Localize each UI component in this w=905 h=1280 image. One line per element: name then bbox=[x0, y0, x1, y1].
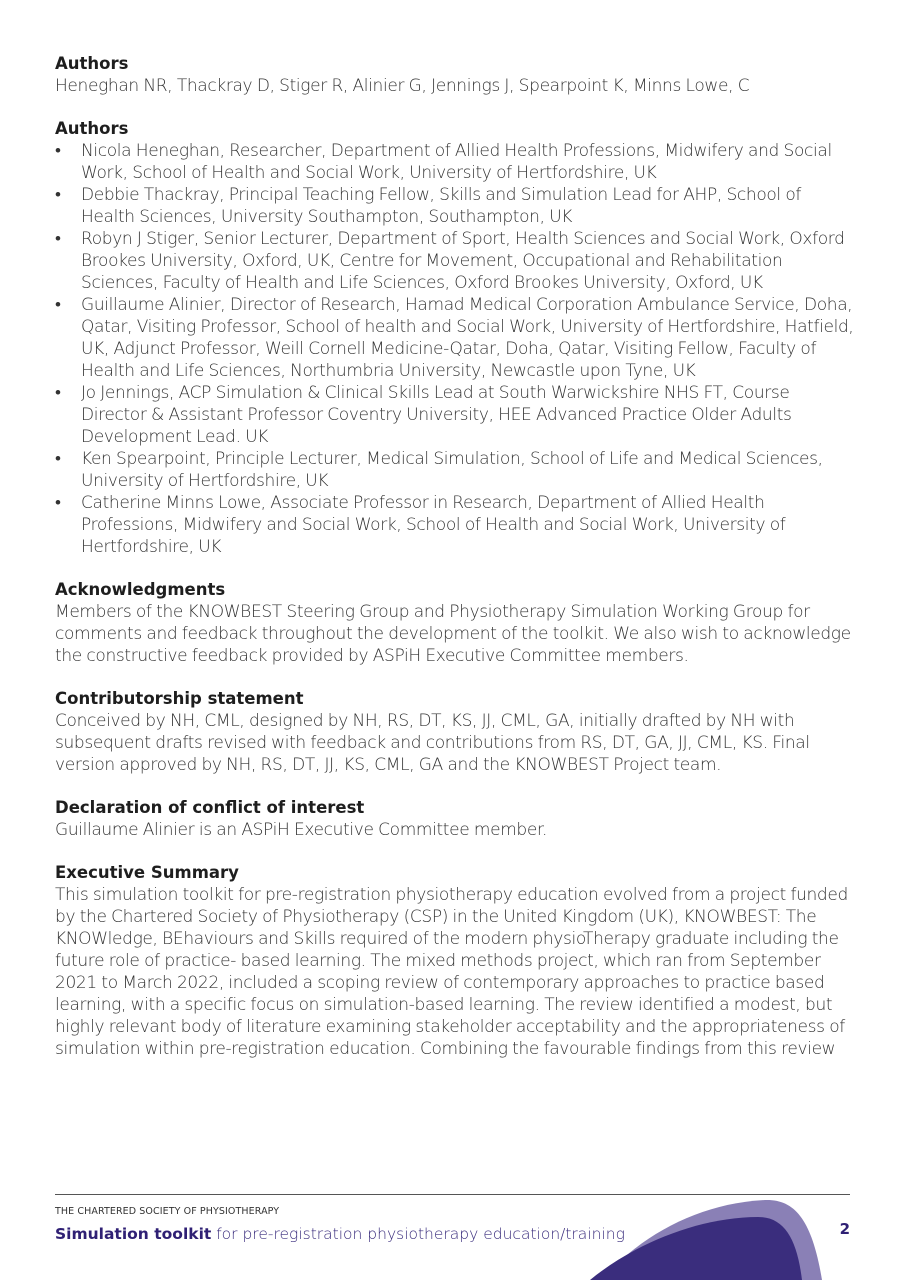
page-footer bbox=[55, 1194, 850, 1244]
executive-summary-heading: Executive Summary bbox=[55, 863, 239, 882]
authors-short-section bbox=[55, 53, 855, 97]
list-item: • Robyn J Stiger, Senior Lecturer, Department of Sport, Health Sciences and Social Work, Oxford Brookes University, Oxford, UK, Centre for Movement, Occupational and Rehabilitation Sciences, Faculty of Health and Life Sciences, Oxford Brookes University, Oxford, UK bbox=[55, 228, 855, 294]
contributorship-body: Conceived by NH, CML, designed by NH, RS, DT, KS, JJ, CML, GA, initially drafted by NH with subsequent drafts revised with feedback and contributions from RS, DT, GA, JJ, CML, KS. Final version approved by NH, RS, DT, JJ, KS, CML, GA and the KNOWBEST Project team. bbox=[55, 711, 810, 775]
organization-name: THE CHARTERED SOCIETY OF PHYSIOTHERAPY bbox=[55, 1206, 280, 1217]
authors-full-heading: Authors bbox=[55, 119, 129, 138]
conflict-section bbox=[55, 797, 855, 841]
list-item: • Debbie Thackray, Principal Teaching Fellow, Skills and Simulation Lead for AHP, School of Health Sciences, University Southampton, Southampton, UK bbox=[55, 184, 855, 228]
acknowledgments-section bbox=[55, 579, 855, 667]
authors-full-section bbox=[55, 118, 855, 558]
authors-list bbox=[55, 140, 855, 558]
list-item: • Jo Jennings, ACP Simulation & Clinical Skills Lead at South Warwickshire NHS FT, Course Director & Assistant Professor Coventry University, HEE Advanced Practice Older Adults Development Lead. UK bbox=[55, 382, 855, 448]
conflict-heading: Declaration of conflict of interest bbox=[55, 798, 365, 817]
acknowledgments-body: Members of the KNOWBEST Steering Group and Physiotherapy Simulation Working Group for comments and feedback throughout the development of the toolkit. We also wish to acknowledge the constructive feedback provided by ASPiH Executive Committee members. bbox=[55, 602, 851, 666]
document-title-strong: Simulation toolkit bbox=[55, 1225, 212, 1243]
page-content bbox=[55, 53, 855, 1081]
document-title bbox=[55, 1224, 850, 1244]
acknowledgments-heading: Acknowledgments bbox=[55, 580, 226, 599]
authors-short-names: Heneghan NR, Thackray D, Stiger R, Alinier G, Jennings J, Spearpoint K, Minns Lowe, C bbox=[55, 76, 750, 96]
authors-short-heading: Authors bbox=[55, 54, 129, 73]
contributorship-section bbox=[55, 688, 855, 776]
footer-divider bbox=[55, 1194, 850, 1195]
list-item: • Ken Spearpoint, Principle Lecturer, Medical Simulation, School of Life and Medical Sciences, University of Hertfordshire, UK bbox=[55, 448, 855, 492]
conflict-body: Guillaume Alinier is an ASPiH Executive Committee member. bbox=[55, 820, 548, 840]
list-item: • Nicola Heneghan, Researcher, Department of Allied Health Professions, Midwifery and Social Work, School of Health and Social Work, University of Hertfordshire, UK bbox=[55, 140, 855, 184]
document-title-rest: for pre-registration physiotherapy education/training bbox=[211, 1225, 625, 1243]
executive-summary-section bbox=[55, 862, 855, 1060]
page-number: 2 bbox=[839, 1220, 850, 1238]
list-item: • Catherine Minns Lowe, Associate Professor in Research, Department of Allied Health Professions, Midwifery and Social Work, School of Health and Social Work, University of Hertfordshire, UK bbox=[55, 492, 855, 558]
executive-summary-body: This simulation toolkit for pre-registration physiotherapy education evolved from a project funded by the Chartered Society of Physiotherapy (CSP) in the United Kingdom (UK), KNOWBEST: The KNOWledge, BEhaviours and Skills required of the modern physioTherapy graduate including the future role of practice- based learning. The mixed methods project, which ran from September 2021 to March 2022, included a scoping review of contemporary approaches to practice based learning, with a specific focus on simulation-based learning. The review identified a modest, but highly relevant body of literature examining stakeholder acceptability and the appropriateness of simulation within pre-registration education. Combining the favourable findings from this review bbox=[55, 885, 848, 1059]
list-item: • Guillaume Alinier, Director of Research, Hamad Medical Corporation Ambulance Service, Doha, Qatar, Visiting Professor, School of health and Social Work, University of Hertfordshire, Hatfield, UK, Adjunct Professor, Weill Cornell Medicine-Qatar, Doha, Qatar, Visiting Fellow, Faculty of Health and Life Sciences, Northumbria University, Newcastle upon Tyne, UK bbox=[55, 294, 855, 382]
contributorship-heading: Contributorship statement bbox=[55, 689, 304, 708]
